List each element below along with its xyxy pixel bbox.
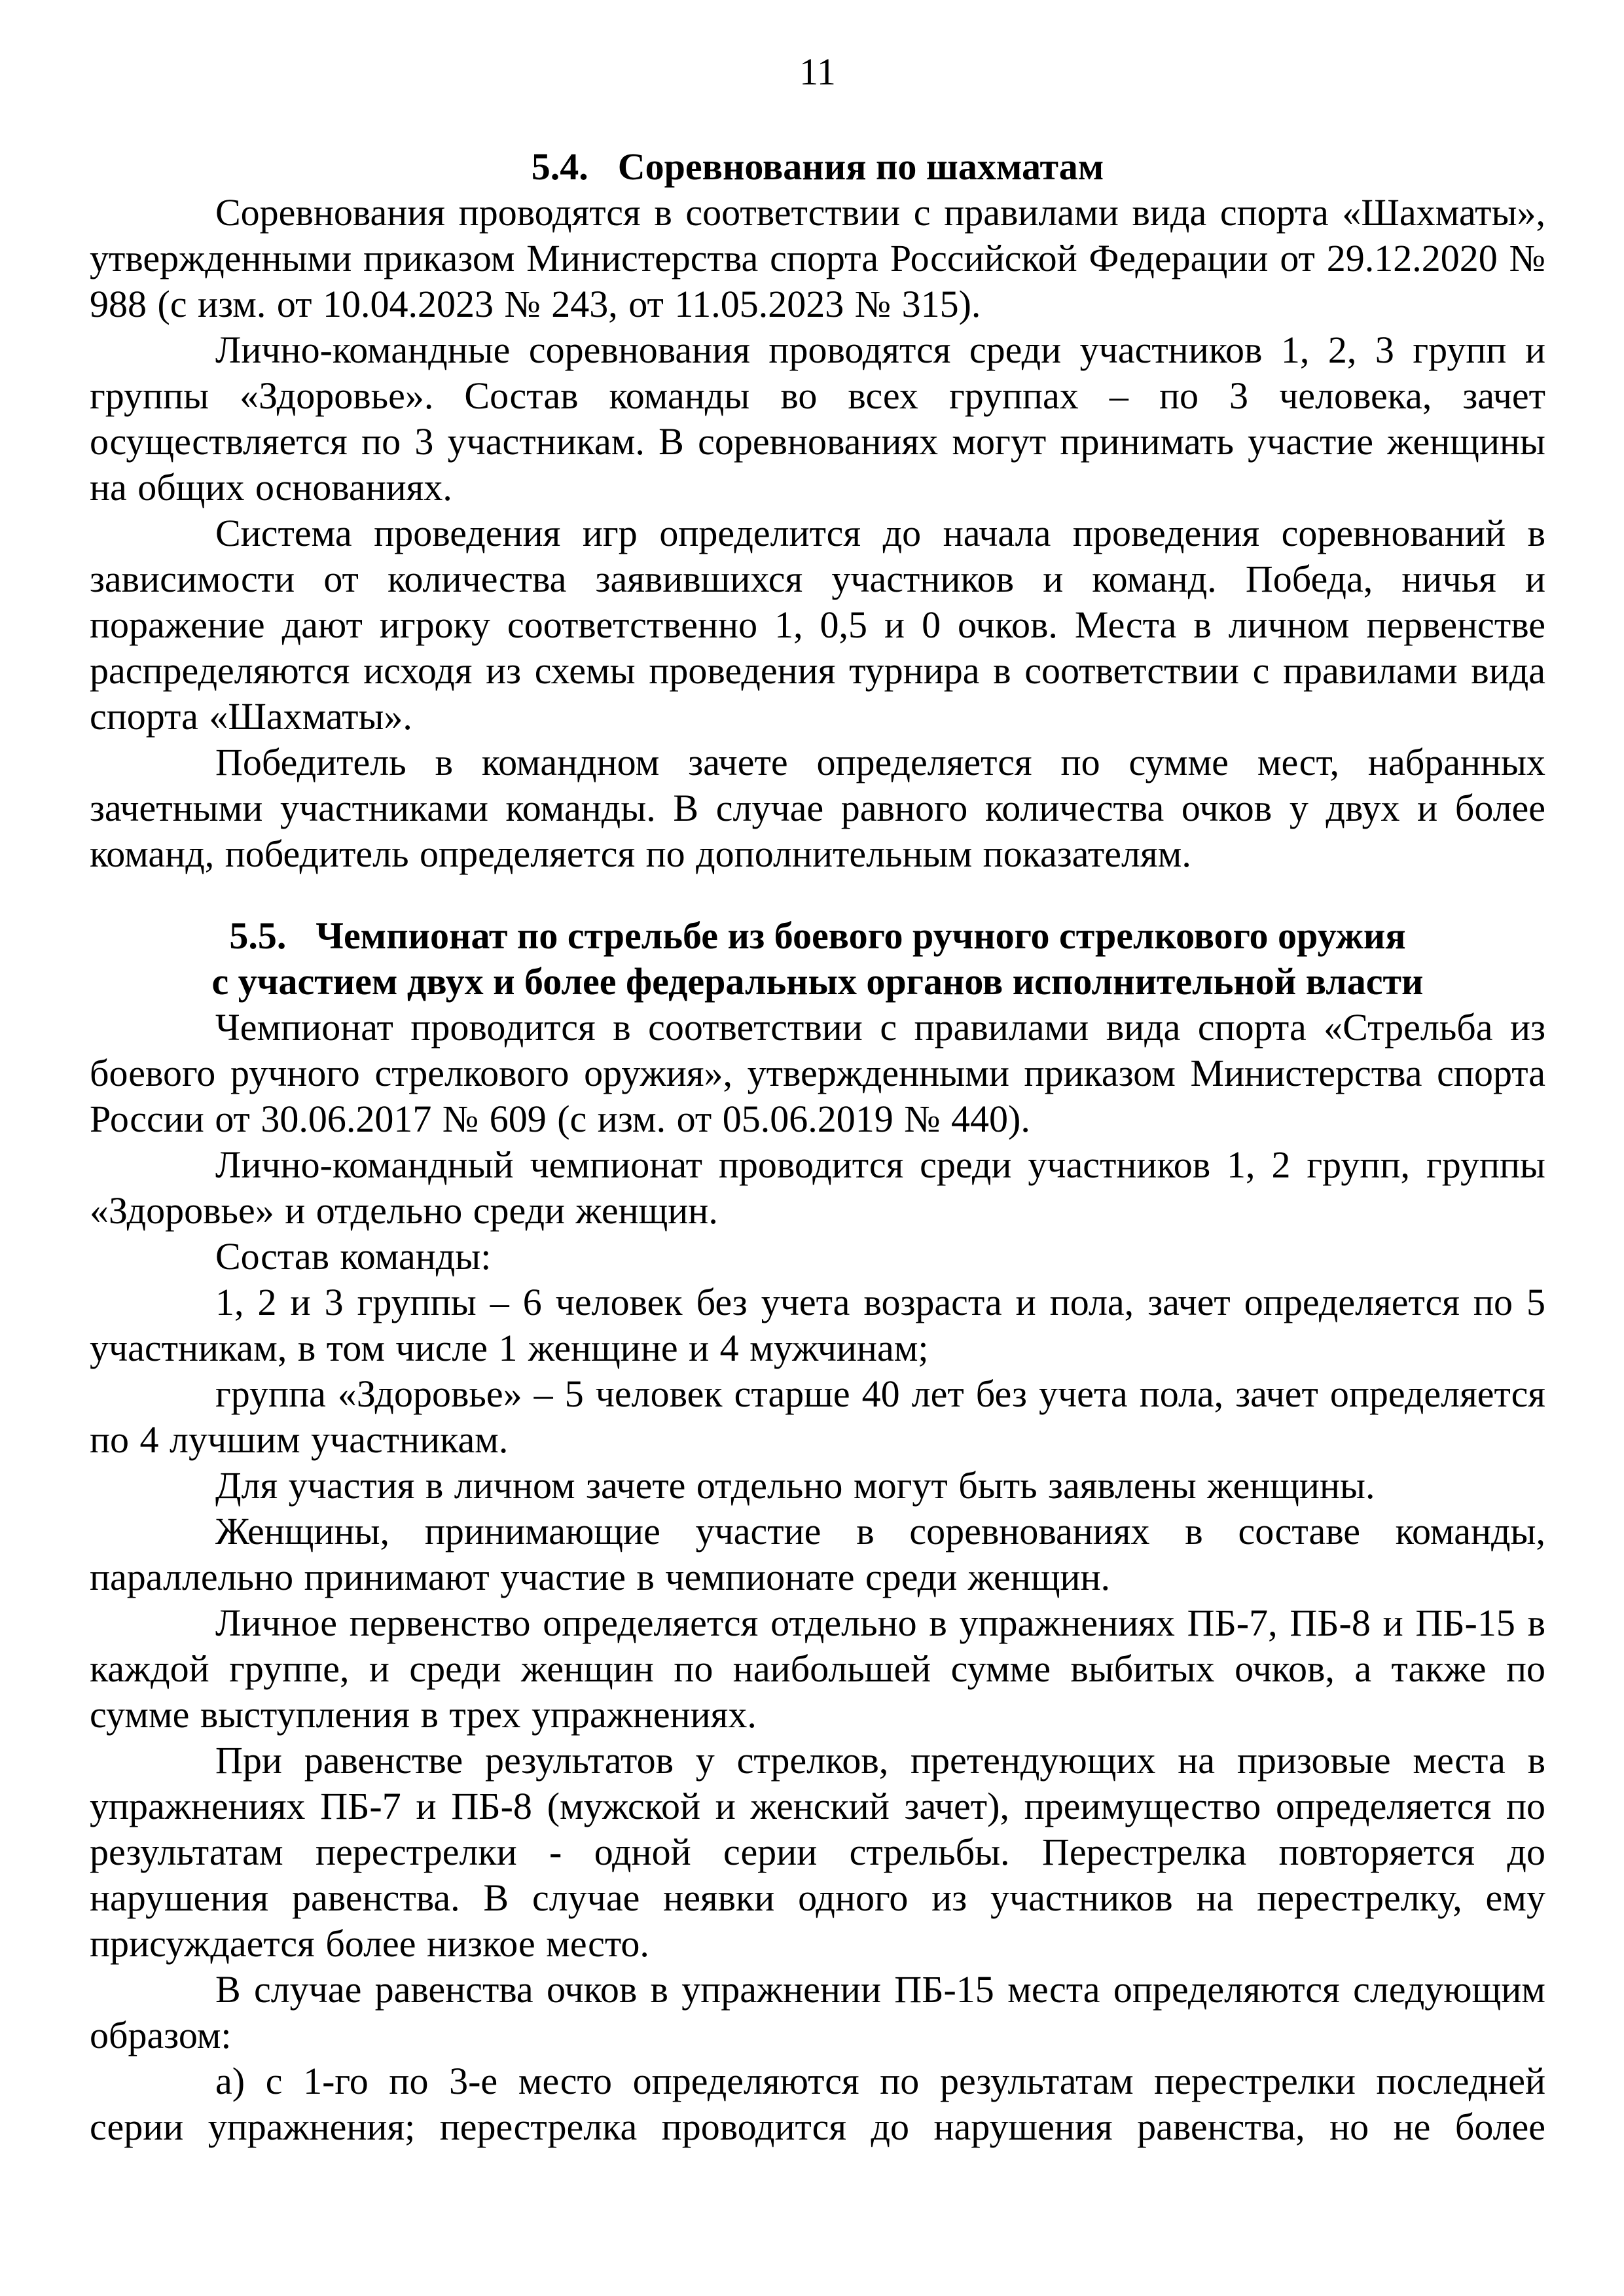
paragraph-championship-groups: Лично-командный чемпионат проводится среди участников 1, 2 групп, группы «Здоровье» и отдельно среди женщин. <box>90 1143 1545 1232</box>
paragraph-team-composition-chess: Лично-командные соревнования проводятся среди участников 1, 2, 3 групп и группы «Здоровье». Состав команды во всех группах – по 3 человека, зачет осуществляется по 3 участникам. В соревнованиях могут принимать участие женщины на общих основаниях. <box>90 329 1545 509</box>
paragraph-group-health: группа «Здоровье» – 5 человек старше 40 лет без учета пола, зачет определяется по 4 лучшим участникам. <box>90 1372 1545 1461</box>
section-5-5-heading-line-2: с участием двух и более федеральных органов исполнительной власти <box>211 960 1424 1003</box>
paragraph-team-composition-label: Состав команды: <box>215 1235 492 1278</box>
paragraph-individual-championship: Личное первенство определяется отдельно в упражнениях ПБ-7, ПБ-8 и ПБ-15 в каждой группе, и среди женщин по наибольшей сумме выбитых очков, а также по сумме выступления в трех упражнениях. <box>90 1602 1545 1736</box>
paragraph-places-1-3: а) с 1-го по 3-е место определяются по результатам перестрелки последней серии упражнения; перестрелка проводится до нарушения равенства, но не более <box>90 2060 1545 2148</box>
paragraph-groups-1-2-3: 1, 2 и 3 группы – 6 человек без учета возраста и пола, зачет определяется по 5 участникам, в том числе 1 женщине и 4 мужчинам; <box>90 1281 1545 1369</box>
section-5-4-title: Соревнования по шахматам <box>617 145 1104 188</box>
section-5-4-heading <box>90 144 1545 190</box>
section-5-4-number: 5.4. <box>531 145 588 188</box>
paragraph-tie-break-shootoff: При равенстве результатов у стрелков, претендующих на призовые места в упражнениях ПБ-7 и ПБ-8 (мужской и женский зачет), преимущество определяется по результатам перестрелки - одной серии стрельбы. Перестрелка повторяется до нарушения равенства. В случае неявки одного из участников на перестрелку, ему присуждается более низкое место. <box>90 1739 1545 1965</box>
paragraph-pb15-tie: В случае равенства очков в упражнении ПБ-15 места определяются следующим образом: <box>90 1968 1545 2056</box>
section-5-5-title-part-1: Чемпионат по стрельбе из боевого ручного стрелкового оружия <box>316 914 1406 957</box>
section-5-5-number: 5.5. <box>229 914 287 957</box>
paragraph-championship-rules: Чемпионат проводится в соответствии с правилами вида спорта «Стрельба из боевого ручного стрелкового оружия», утвержденными приказом Министерства спорта России от 30.06.2017 № 609 (с изм. от 05.06.2019 № 440). <box>90 1006 1545 1140</box>
paragraph-game-system: Система проведения игр определится до начала проведения соревнований в зависимости от количества заявившихся участников и команд. Победа, ничья и поражение дают игроку соответственно 1, 0,5 и 0 очков. Места в личном первенстве распределяются исходя из схемы проведения турнира в соответствии с правилами вида спорта «Шахматы». <box>90 512 1545 738</box>
paragraph-individual-women: Для участия в личном зачете отдельно могут быть заявлены женщины. <box>215 1464 1375 1507</box>
paragraph-team-winner: Победитель в командном зачете определяется по сумме мест, набранных зачетными участниками команды. В случае равного количества очков у двух и более команд, победитель определяется по дополнительным показателям. <box>90 741 1545 875</box>
section-5-5-heading <box>90 913 1545 1005</box>
paragraph-competitions-rules: Соревнования проводятся в соответствии с правилами вида спорта «Шахматы», утвержденными приказом Министерства спорта Российской Федерации от 29.12.2020 № 988 (с изм. от 10.04.2023 № 243, от 11.05.2023 № 315). <box>90 191 1545 325</box>
paragraph-women-parallel: Женщины, принимающие участие в соревнованиях в составе команды, параллельно принимают участие в чемпионате среди женщин. <box>90 1510 1545 1598</box>
page-number: 11 <box>799 50 836 93</box>
section-5-5-heading-line-1 <box>90 913 1545 959</box>
